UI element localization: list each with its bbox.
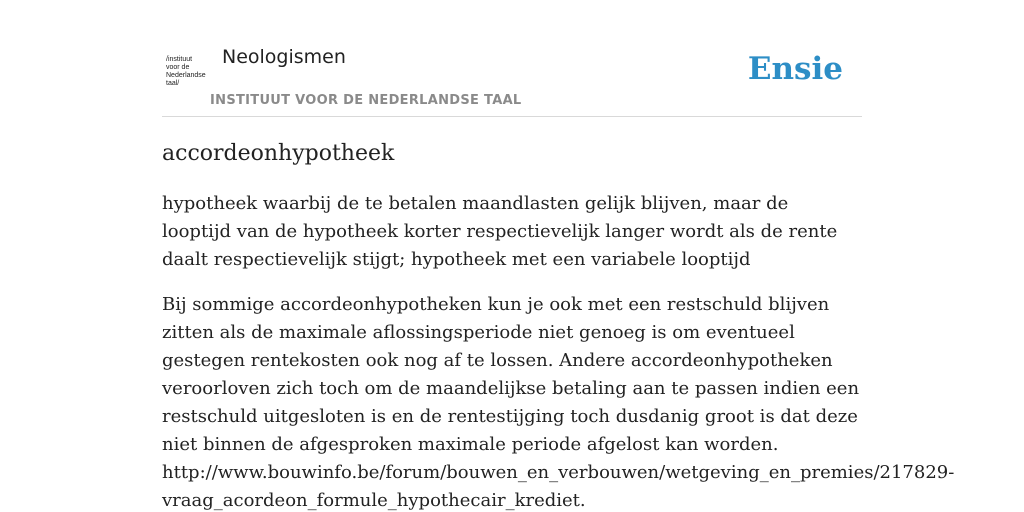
inl-logo[interactable] — [166, 56, 210, 92]
logo-line: Nederlandse — [166, 72, 206, 79]
example-url-line: vraag_acordeon_formule_hypothecair_krediet. — [162, 490, 586, 511]
logo-line: voor de — [166, 64, 190, 71]
header — [162, 40, 862, 117]
entry-title: accordeonhypotheek — [162, 141, 395, 166]
source-subtitle: INSTITUUT VOOR DE NEDERLANDSE TAAL — [210, 93, 522, 108]
ensie-logo[interactable]: Ensie — [747, 51, 843, 87]
logo-line: taal/ — [166, 80, 180, 87]
example-text: Bij sommige accordeonhypotheken kun je ook met een restschuld blijven zitten als de maximale aflossingsperiode niet genoeg is om eventueel gestegen rentekosten ook nog af te lossen. Andere accordeonhypotheken veroorloven zich toch om de maandelijkse betaling aan te passen indien een restschuld uitgesloten is en de rentestijging toch dusdanig groot is dat deze niet binnen de afgesproken maximale periode afgelost kan worden. — [162, 294, 860, 455]
entry-definition: hypotheek waarbij de te betalen maandlasten gelijk blijven, maar de looptijd van de hypotheek korter respectievelijk langer wordt als de rente daalt respectievelijk stijgt; hypotheek met een variabele looptijd — [162, 193, 838, 270]
example-url-line: http://www.bouwinfo.be/forum/bouwen_en_verbouwen/wetgeving_en_premies/217829- — [162, 462, 955, 483]
entry-example — [162, 291, 955, 512]
source-title-link[interactable]: Neologismen — [222, 46, 346, 68]
logo-line: /instituut — [166, 56, 193, 63]
entry-content — [162, 138, 955, 512]
